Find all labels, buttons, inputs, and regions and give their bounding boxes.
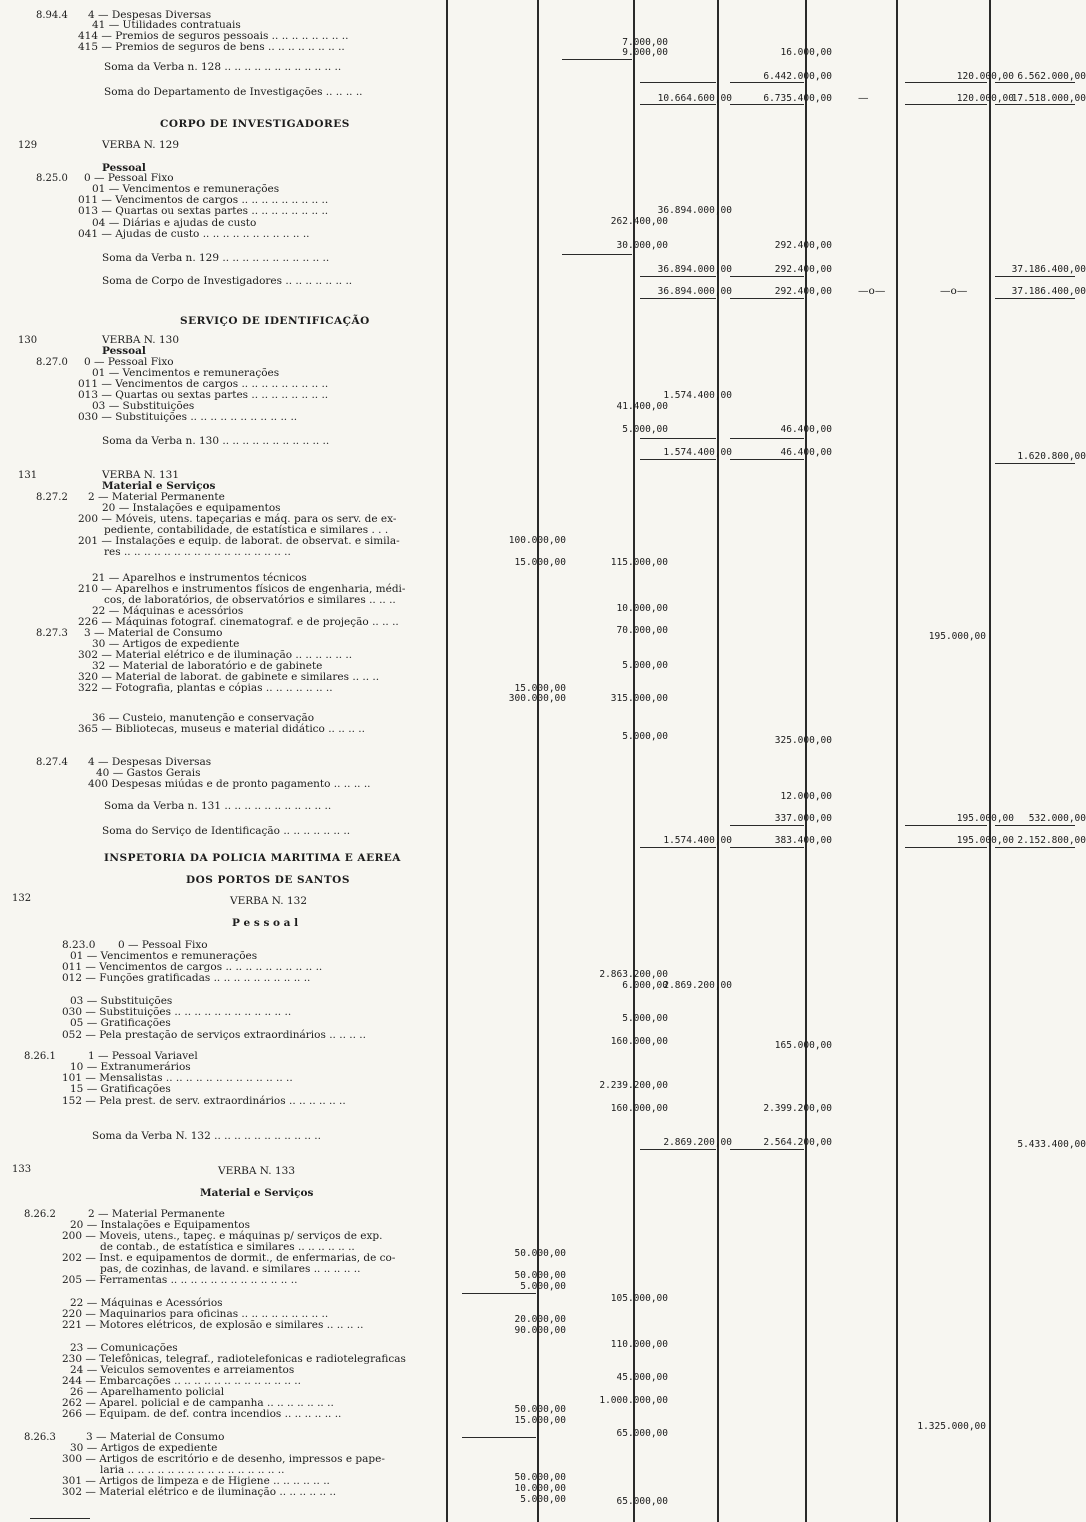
line-text: 3 — Material de Consumo — [84, 627, 223, 639]
line-code: 131 — [18, 470, 38, 481]
line-text: Pessoal — [102, 162, 146, 174]
line-text: 414 — Premios de seguros pessoais .. .. .. .. .. .. .. .. — [78, 30, 349, 42]
amount-value: 160.000,00 — [610, 1036, 668, 1047]
line-text: 01 — Vencimentos e remunerações — [92, 183, 280, 195]
amount-value: 50.000,00 — [514, 1472, 566, 1483]
total-rule — [905, 82, 987, 83]
line-text: cos, de laboratórios, de observatórios e similares .. .. .. — [104, 594, 396, 606]
line-text: 221 — Motores elétricos, de explosão e similares .. .. .. .. — [62, 1319, 364, 1331]
total-rule — [730, 438, 804, 439]
amount-value: 46.400,00 — [780, 424, 832, 435]
line-text: 365 — Bibliotecas, museus e material didático .. .. .. .. — [78, 723, 365, 735]
line-text: Soma da Verba N. 132 .. .. .. .. .. .. .. .. .. .. .. — [92, 1130, 321, 1142]
total-rule — [640, 847, 716, 848]
amount-value: 10.664.600,00 — [657, 93, 732, 104]
total-rule — [905, 847, 987, 848]
dash-mark: —o— — [940, 285, 968, 297]
line-text: 30 — Artigos de expediente — [92, 638, 240, 650]
amount-value: 292.400,00 — [774, 240, 832, 251]
line-text: 30 — Artigos de expediente — [70, 1442, 218, 1454]
amount-value: 262.400,00 — [610, 216, 668, 227]
line-text: 03 — Substituições — [92, 400, 195, 412]
line-text: 20 — Instalações e equipamentos — [102, 502, 281, 514]
line-text: 230 — Telefônicas, telegraf., radiotelefonicas e radiotelegraficas — [62, 1353, 406, 1365]
total-rule — [730, 1149, 804, 1150]
amount-value: 10.000,00 — [514, 1483, 566, 1494]
amount-value: 50.000,00 — [514, 1270, 566, 1281]
total-rule — [640, 276, 716, 277]
amount-value: 6.735.400,00 — [763, 93, 832, 104]
line-text: Soma do Departamento de Investigações .. .. .. .. — [104, 86, 363, 98]
amount-value: 292.400,00 — [774, 286, 832, 297]
line-text: 41 — Utilidades contratuais — [92, 19, 241, 31]
line-text: 400 Despesas miúdas e de pronto pagamento .. .. .. .. — [88, 778, 371, 790]
line-text: 300 — Artigos de escritório e de desenho, impressos e pape- — [62, 1453, 385, 1465]
column-rule — [717, 0, 719, 1522]
amount-value: 15.000,00 — [514, 557, 566, 568]
amount-value: 195.000,00 — [956, 813, 1014, 824]
line-text: 011 — Vencimentos de cargos .. .. .. .. .. .. .. .. .. .. — [62, 961, 323, 973]
amount-value: 1.574.400,00 — [663, 835, 732, 846]
amount-value: 2.869.200,00 — [663, 1137, 732, 1148]
line-code: 8.26.1 — [24, 1051, 56, 1062]
line-code: 8.94.4 — [36, 10, 68, 21]
line-text: 40 — Gastos Gerais — [96, 767, 201, 779]
total-rule — [562, 254, 632, 255]
amount-value: 6.442.000,00 — [763, 71, 832, 82]
line-text: 415 — Premios de seguros de bens .. .. .. .. .. .. .. .. — [78, 41, 345, 53]
amount-value: 165.000,00 — [774, 1040, 832, 1051]
amount-value: 50.000,00 — [514, 1404, 566, 1415]
line-text: de contab., de estatística e similares .. .. .. .. .. .. — [100, 1241, 355, 1253]
amount-value: 337.000,00 — [774, 813, 832, 824]
total-rule — [995, 298, 1075, 299]
line-text: 4 — Despesas Diversas — [88, 9, 212, 21]
line-code: 129 — [18, 140, 38, 151]
line-text: 04 — Diárias e ajudas de custo — [92, 217, 257, 229]
line-text: 226 — Máquinas fotograf. cinematograf. e de projeção .. .. .. — [78, 616, 399, 628]
amount-value: 65.000,00 — [616, 1496, 668, 1507]
line-code: 133 — [12, 1164, 32, 1175]
line-text: 23 — Comunicações — [70, 1342, 178, 1354]
line-text: P e s s o a l — [232, 917, 299, 929]
line-text: 301 — Artigos de limpeza e de Higiene .. .. .. .. .. .. — [62, 1475, 330, 1487]
total-rule — [905, 104, 987, 105]
amount-value: 10.000,00 — [616, 603, 668, 614]
line-text: laria .. .. .. .. .. .. .. .. .. .. .. .. .. .. .. .. — [100, 1464, 285, 1476]
line-text: 302 — Material elétrico e de iluminação .. .. .. .. .. .. — [62, 1486, 337, 1498]
amount-value: 37.186.400,00 — [1011, 264, 1086, 275]
line-code: 132 — [12, 893, 32, 904]
line-text: 205 — Ferramentas .. .. .. .. .. .. .. .. .. .. .. .. .. — [62, 1274, 298, 1286]
amount-value: 5.000,00 — [622, 1013, 668, 1024]
line-text: 21 — Aparelhos e instrumentos técnicos — [92, 572, 307, 584]
amount-value: 5.000,00 — [622, 731, 668, 742]
line-text: 8.23.0 — [62, 939, 96, 951]
line-text: 20 — Instalações e Equipamentos — [70, 1219, 250, 1231]
line-text: 200 — Móveis, utens. tapeçarias e máq. para os serv. de ex- — [78, 513, 397, 525]
amount-value: 36.894.000,00 — [657, 264, 732, 275]
line-text: 24 — Veiculos semoventes e arreiamentos — [70, 1364, 295, 1376]
amount-value: 2.564.200,00 — [763, 1137, 832, 1148]
line-code: 8.27.4 — [36, 757, 68, 768]
amount-value: 5.000,00 — [520, 1281, 566, 1292]
amount-value: 2.863.200,00 — [599, 969, 668, 980]
line-text: 030 — Substituições .. .. .. .. .. .. .. .. .. .. .. .. — [62, 1006, 292, 1018]
section-heading: SERVIÇO DE IDENTIFICAÇÃO — [180, 315, 370, 327]
amount-value: 90.000,00 — [514, 1325, 566, 1336]
total-rule — [730, 459, 804, 460]
amount-value: 30.000,00 — [616, 240, 668, 251]
total-rule — [562, 59, 632, 60]
amount-value: 17.518.000,00 — [1011, 93, 1086, 104]
total-rule — [995, 463, 1075, 464]
amount-value: 110.000,00 — [610, 1339, 668, 1350]
total-rule — [730, 104, 804, 105]
dash-mark: — — [858, 92, 869, 104]
amount-value: 16.000,00 — [780, 47, 832, 58]
amount-value: 160.000,00 — [610, 1103, 668, 1114]
amount-value: 315.000,00 — [610, 693, 668, 704]
line-text: 210 — Aparelhos e instrumentos físicos de engenharia, médi- — [78, 583, 406, 595]
amount-value: 6.000,00 — [622, 980, 668, 991]
line-text: 202 — Inst. e equipamentos de dormit., de enfermarias, de co- — [62, 1252, 396, 1264]
amount-value: 120.000,00 — [956, 93, 1014, 104]
total-rule — [730, 82, 804, 83]
line-text: pediente, contabilidade, de estatística e similares . . . — [104, 524, 389, 536]
amount-value: 36.894.000,00 — [657, 205, 732, 216]
line-text: Material e Serviços — [102, 480, 216, 492]
section-heading: INSPETORIA DA POLICIA MARITIMA E AEREA — [104, 852, 401, 864]
amount-value: 37.186.400,00 — [1011, 286, 1086, 297]
amount-value: 65.000,00 — [616, 1428, 668, 1439]
line-text: 22 — Máquinas e Acessórios — [70, 1297, 223, 1309]
line-text: 030 — Substituições .. .. .. .. .. .. .. .. .. .. .. — [78, 411, 298, 423]
line-code: 8.26.3 — [24, 1432, 56, 1443]
amount-value: 70.000,00 — [616, 625, 668, 636]
total-rule — [995, 276, 1075, 277]
amount-value: 292.400,00 — [774, 264, 832, 275]
total-rule — [730, 298, 804, 299]
line-text: 201 — Instalações e equip. de laborat. de observat. e simila- — [78, 535, 400, 547]
column-rule — [989, 0, 991, 1522]
line-text: 011 — Vencimentos de cargos .. .. .. .. .. .. .. .. .. — [78, 378, 329, 390]
line-text: 2 — Material Permanente — [88, 1208, 225, 1220]
line-text: 2 — Material Permanente — [88, 491, 225, 503]
amount-value: 7.000,00 — [622, 37, 668, 48]
total-rule — [995, 82, 1075, 83]
amount-value: 50.000,00 — [514, 1248, 566, 1259]
line-text: Material e Serviços — [200, 1187, 314, 1199]
amount-value: 2.152.800,00 — [1017, 835, 1086, 846]
line-text: Soma da Verba n. 131 .. .. .. .. .. .. .. .. .. .. .. — [104, 800, 332, 812]
amount-value: 195.000,00 — [956, 835, 1014, 846]
line-text: 244 — Embarcações .. .. .. .. .. .. .. .. .. .. .. .. .. — [62, 1375, 301, 1387]
amount-value: 6.562.000,00 — [1017, 71, 1086, 82]
total-rule — [640, 82, 716, 83]
line-code: 8.26.2 — [24, 1209, 56, 1220]
amount-value: 5.000,00 — [622, 660, 668, 671]
line-text: Soma do Serviço de Identificação .. .. .. .. .. .. .. — [102, 825, 351, 837]
line-text: 322 — Fotografia, plantas e cópias .. .. .. .. .. .. .. — [78, 682, 333, 694]
amount-value: 383.400,00 — [774, 835, 832, 846]
total-rule — [462, 1437, 536, 1438]
line-text: pas, de cozinhas, de lavand. e similares .. .. .. .. .. — [100, 1263, 361, 1275]
section-heading: CORPO DE INVESTIGADORES — [160, 118, 350, 130]
line-text: 22 — Máquinas e acessórios — [92, 605, 244, 617]
line-code: 8.27.0 — [36, 357, 68, 368]
column-rule — [896, 0, 898, 1522]
amount-value: 15.000,00 — [514, 683, 566, 694]
column-rule — [537, 0, 539, 1522]
line-code: 130 — [18, 335, 38, 346]
line-code: 8.27.2 — [36, 492, 68, 503]
amount-value: 1.325.000,00 — [917, 1421, 986, 1432]
amount-value: 120.000,00 — [956, 71, 1014, 82]
line-code: 8.27.3 — [36, 628, 68, 639]
total-rule — [640, 459, 716, 460]
line-text: Soma de Corpo de Investigadores .. .. .. .. .. .. .. — [102, 275, 353, 287]
amount-value: 9.000,00 — [622, 47, 668, 58]
total-rule — [995, 825, 1075, 826]
amount-value: 325.000,00 — [774, 735, 832, 746]
amount-value: 5.433.400,00 — [1017, 1139, 1086, 1150]
line-text: Soma da Verba n. 128 .. .. .. .. .. .. .. .. .. .. .. .. — [104, 61, 342, 73]
line-text: 10 — Extranumerários — [70, 1061, 191, 1073]
amount-value: 300.000,00 — [508, 693, 566, 704]
line-text: 01 — Vencimentos e remunerações — [92, 367, 280, 379]
line-text: VERBA N. 129 — [102, 139, 180, 151]
line-text: 302 — Material elétrico e de iluminação .. .. .. .. .. .. — [78, 649, 353, 661]
amount-value: 100.000,00 — [508, 535, 566, 546]
line-text: 011 — Vencimentos de cargos .. .. .. .. .. .. .. .. .. — [78, 194, 329, 206]
line-text: 0 — Pessoal Fixo — [84, 356, 174, 368]
column-rule — [446, 0, 448, 1522]
amount-value: 115.000,00 — [610, 557, 668, 568]
line-text: 26 — Aparelhamento policial — [70, 1386, 225, 1398]
amount-value: 5.000,00 — [520, 1494, 566, 1505]
line-text: 36 — Custeio, manutenção e conservação — [92, 712, 315, 724]
total-rule — [640, 438, 716, 439]
line-code: 8.25.0 — [36, 173, 68, 184]
amount-value: 12.000,00 — [780, 791, 832, 802]
footer-rule — [30, 1518, 90, 1519]
amount-value: 15.000,00 — [514, 1415, 566, 1426]
total-rule — [995, 104, 1075, 105]
total-rule — [730, 847, 804, 848]
line-text: 013 — Quartas ou sextas partes .. .. .. .. .. .. .. .. — [78, 205, 329, 217]
line-text: 05 — Gratificações — [70, 1017, 171, 1029]
line-text: Pessoal — [102, 345, 146, 357]
line-text: 0 — Pessoal Fixo — [84, 172, 174, 184]
amount-value: 20.000,00 — [514, 1314, 566, 1325]
line-text: 01 — Vencimentos e remunerações — [70, 950, 258, 962]
line-text: 220 — Maquinarios para oficinas .. .. .. .. .. .. .. .. .. — [62, 1308, 329, 1320]
amount-value: 1.574.400,00 — [663, 447, 732, 458]
amount-value: 1.620.800,00 — [1017, 451, 1086, 462]
amount-value: 46.400,00 — [780, 447, 832, 458]
amount-value: 1.574.400,00 — [663, 390, 732, 401]
amount-value: 5.000,00 — [622, 424, 668, 435]
line-text: VERBA N. 133 — [218, 1165, 296, 1177]
total-rule — [730, 825, 804, 826]
amount-value: 45.000,00 — [616, 1372, 668, 1383]
line-text: 200 — Moveis, utens., tapeç. e máquinas p/ serviços de exp. — [62, 1230, 383, 1242]
line-text: 4 — Despesas Diversas — [88, 756, 212, 768]
total-rule — [905, 825, 987, 826]
line-text: Soma da Verba n. 129 .. .. .. .. .. .. .. .. .. .. .. — [102, 252, 330, 264]
line-text: 0 — Pessoal Fixo — [118, 939, 208, 951]
line-text: res .. .. .. .. .. .. .. .. .. .. .. .. .. .. .. .. .. — [104, 546, 291, 558]
dash-mark: —o— — [858, 285, 886, 297]
total-rule — [640, 298, 716, 299]
line-text: VERBA N. 130 — [102, 334, 180, 346]
amount-value: 2.239.200,00 — [599, 1080, 668, 1091]
total-rule — [640, 1149, 716, 1150]
total-rule — [995, 847, 1075, 848]
total-rule — [462, 1293, 536, 1294]
line-text: 262 — Aparel. policial e de campanha .. .. .. .. .. .. .. — [62, 1397, 334, 1409]
line-text: 03 — Substituições — [70, 995, 173, 1007]
line-text: 15 — Gratificações — [70, 1083, 171, 1095]
line-text: 152 — Pela prest. de serv. extraordinários .. .. .. .. .. .. — [62, 1095, 346, 1107]
amount-value: 532.000,00 — [1028, 813, 1086, 824]
line-text: 101 — Mensalistas .. .. .. .. .. .. .. .. .. .. .. .. .. — [62, 1072, 293, 1084]
total-rule — [730, 276, 804, 277]
amount-value: 41.400,00 — [616, 401, 668, 412]
amount-value: 2.869.200,00 — [663, 980, 732, 991]
line-text: 320 — Material de laborat. de gabinete e similares .. .. .. — [78, 671, 380, 683]
line-text: VERBA N. 132 — [230, 895, 308, 907]
line-text: 013 — Quartas ou sextas partes .. .. .. .. .. .. .. .. — [78, 389, 329, 401]
amount-value: 2.399.200,00 — [763, 1103, 832, 1114]
amount-value: 1.000.000,00 — [599, 1395, 668, 1406]
amount-value: 195.000,00 — [928, 631, 986, 642]
line-text: Soma da Verba n. 130 .. .. .. .. .. .. .. .. .. .. .. — [102, 435, 330, 447]
line-text: 3 — Material de Consumo — [86, 1431, 225, 1443]
line-text: 32 — Material de laboratório e de gabinete — [92, 660, 323, 672]
amount-value: 36.894.000,00 — [657, 286, 732, 297]
line-text: 266 — Equipam. de def. contra incendios .. .. .. .. .. .. — [62, 1408, 342, 1420]
amount-value: 105.000,00 — [610, 1293, 668, 1304]
line-text: 041 — Ajudas de custo .. .. .. .. .. .. .. .. .. .. .. — [78, 228, 310, 240]
line-text: 1 — Pessoal Variavel — [88, 1050, 198, 1062]
section-heading: DOS PORTOS DE SANTOS — [186, 874, 350, 886]
line-text: 052 — Pela prestação de serviços extraordinários .. .. .. .. — [62, 1029, 366, 1041]
total-rule — [640, 104, 716, 105]
line-text: 012 — Funções gratificadas .. .. .. .. .. .. .. .. .. .. — [62, 972, 311, 984]
line-text: VERBA N. 131 — [102, 469, 180, 481]
column-rule — [805, 0, 807, 1522]
